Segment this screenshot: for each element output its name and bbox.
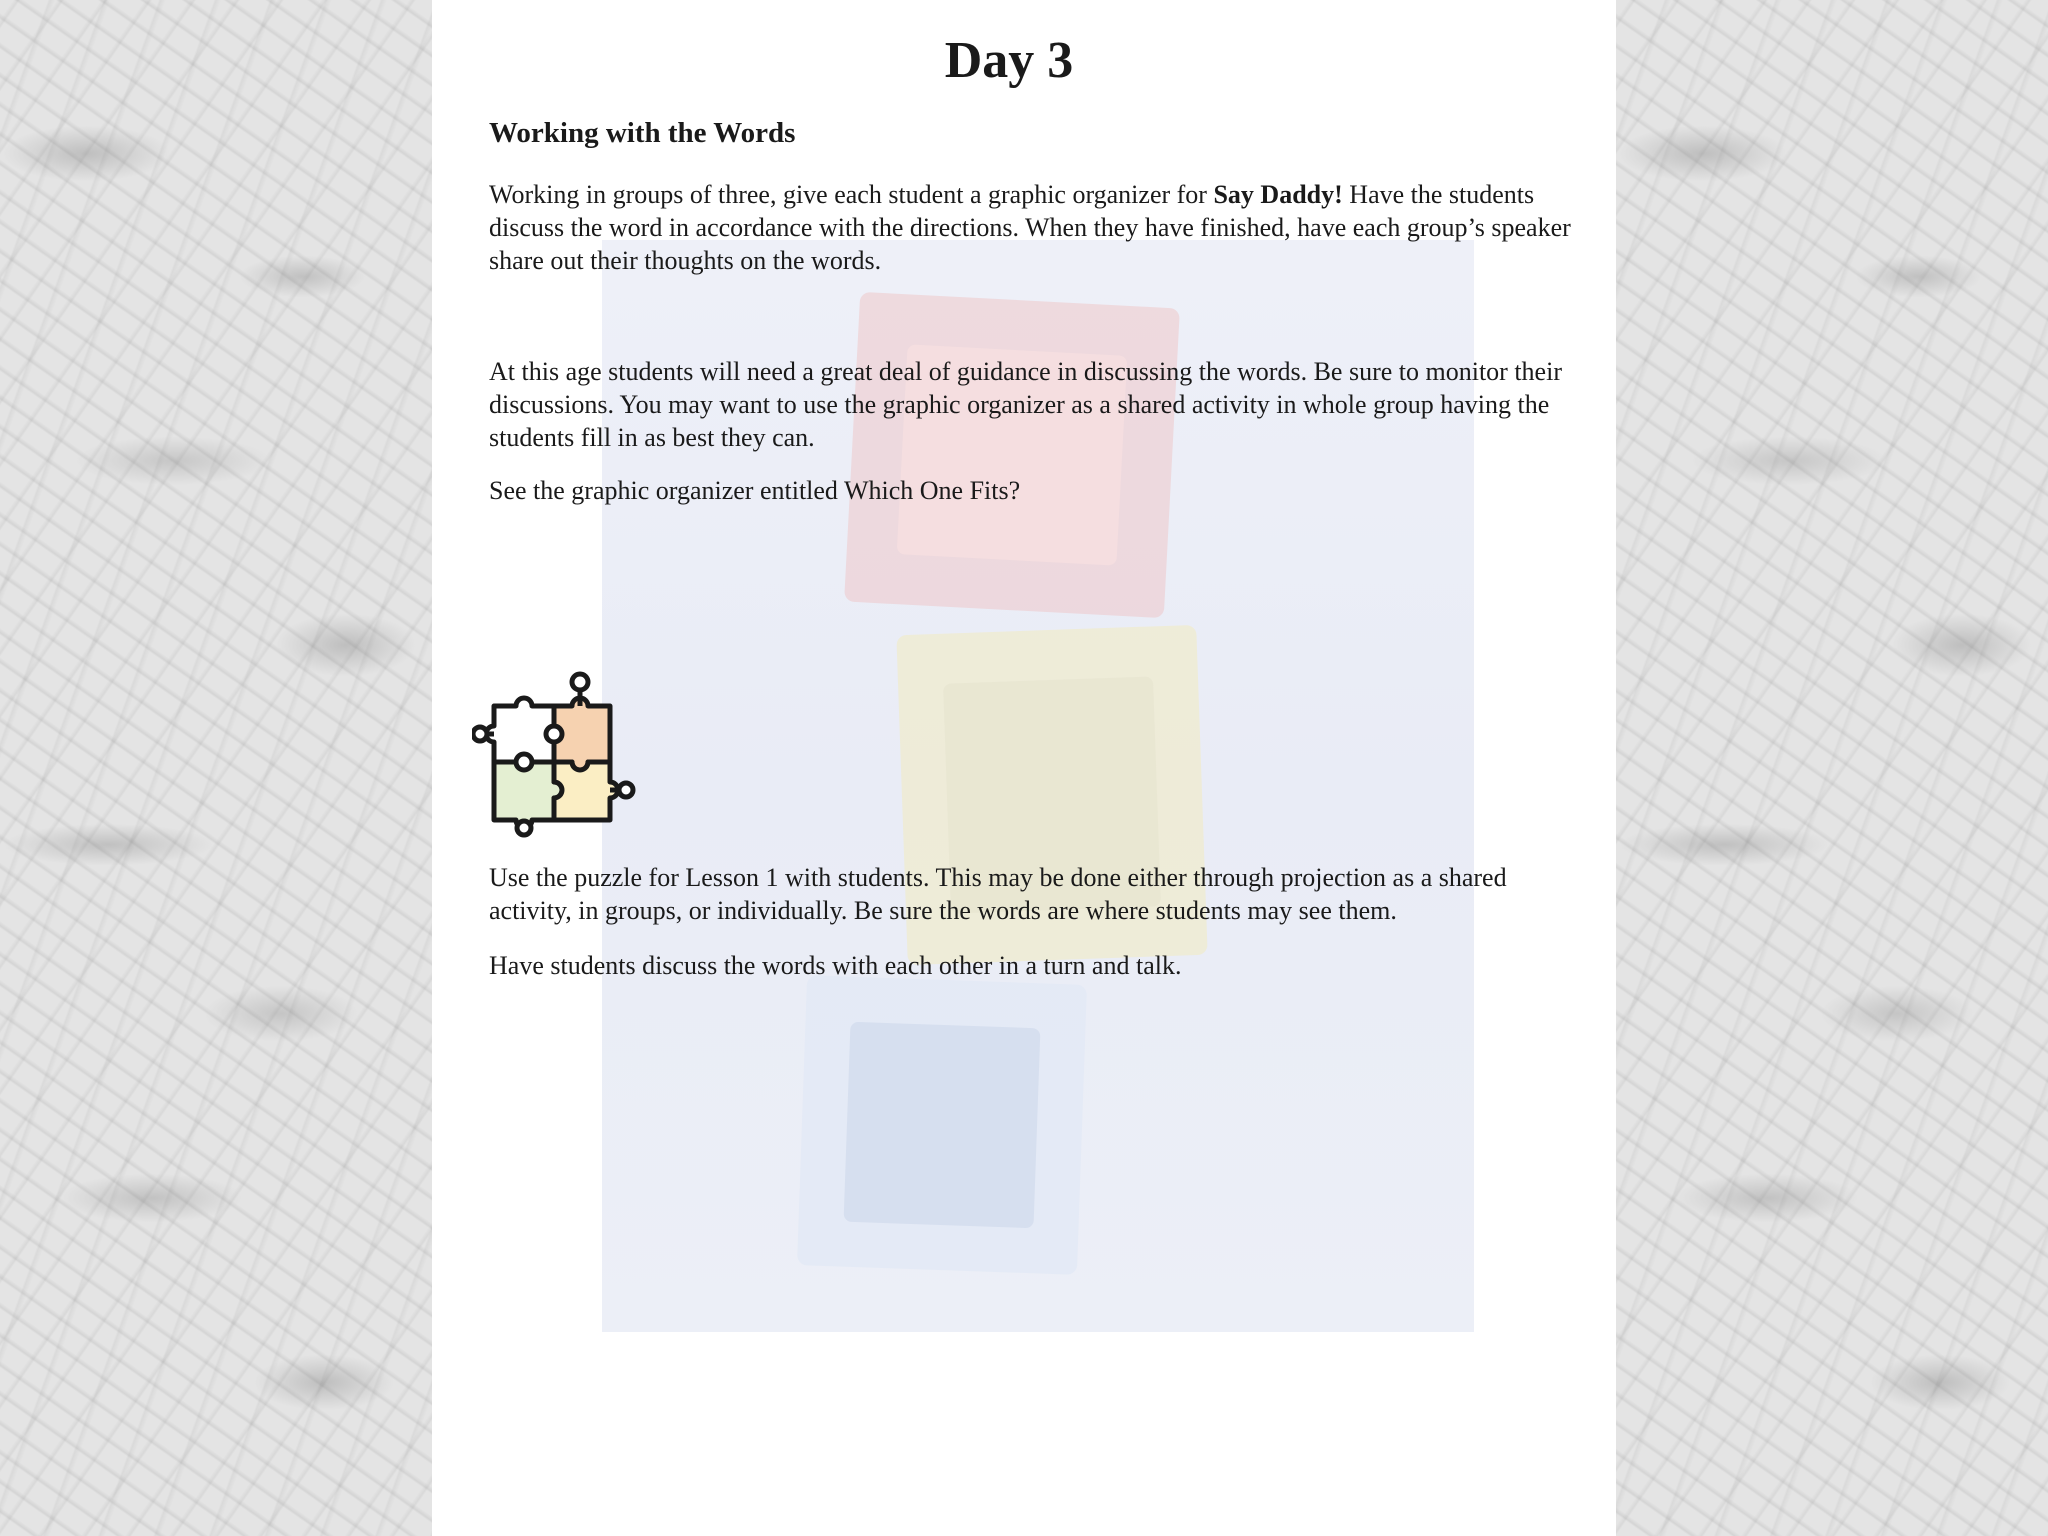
puzzle-pieces-icon bbox=[472, 668, 640, 838]
page-title: Day 3 bbox=[944, 32, 1074, 89]
marble-background-right bbox=[1616, 0, 2048, 1536]
paragraph-text: Working in groups of three, give each student a graphic organizer for bbox=[489, 180, 1214, 209]
paragraph-organizer-reference: See the graphic organizer entitled Which One Fits? bbox=[489, 476, 1021, 505]
document-page bbox=[432, 0, 1616, 1536]
marble-background-left bbox=[0, 0, 432, 1536]
document-content bbox=[489, 30, 1589, 980]
section-heading: Working with the Words bbox=[489, 117, 796, 149]
paragraph-guidance: At this age students will need a great deal of guidance in discussing the words. Be sure to monitor their discussions. You may want to use the graphic organizer as a shared activity in whole group having the students fill in as best they can. bbox=[489, 357, 1562, 452]
watermark-block-c bbox=[797, 975, 1087, 1275]
book-title: Say Daddy! bbox=[1213, 180, 1343, 209]
watermark-block-a bbox=[844, 292, 1180, 618]
paragraph-group-instructions bbox=[489, 178, 1589, 277]
paragraph-text: Have the students discuss the word in accordance with the directions. When they have finished, have each group’s speaker share out their thoughts on the words. bbox=[489, 180, 1571, 275]
paragraph-puzzle-instructions: Use the puzzle for Lesson 1 with students. This may be done either through projection as a shared activity, in groups, or individually. Be sure the words are where students may see them. bbox=[489, 863, 1507, 925]
paragraph-turn-and-talk: Have students discuss the words with each other in a turn and talk. bbox=[489, 951, 1182, 980]
